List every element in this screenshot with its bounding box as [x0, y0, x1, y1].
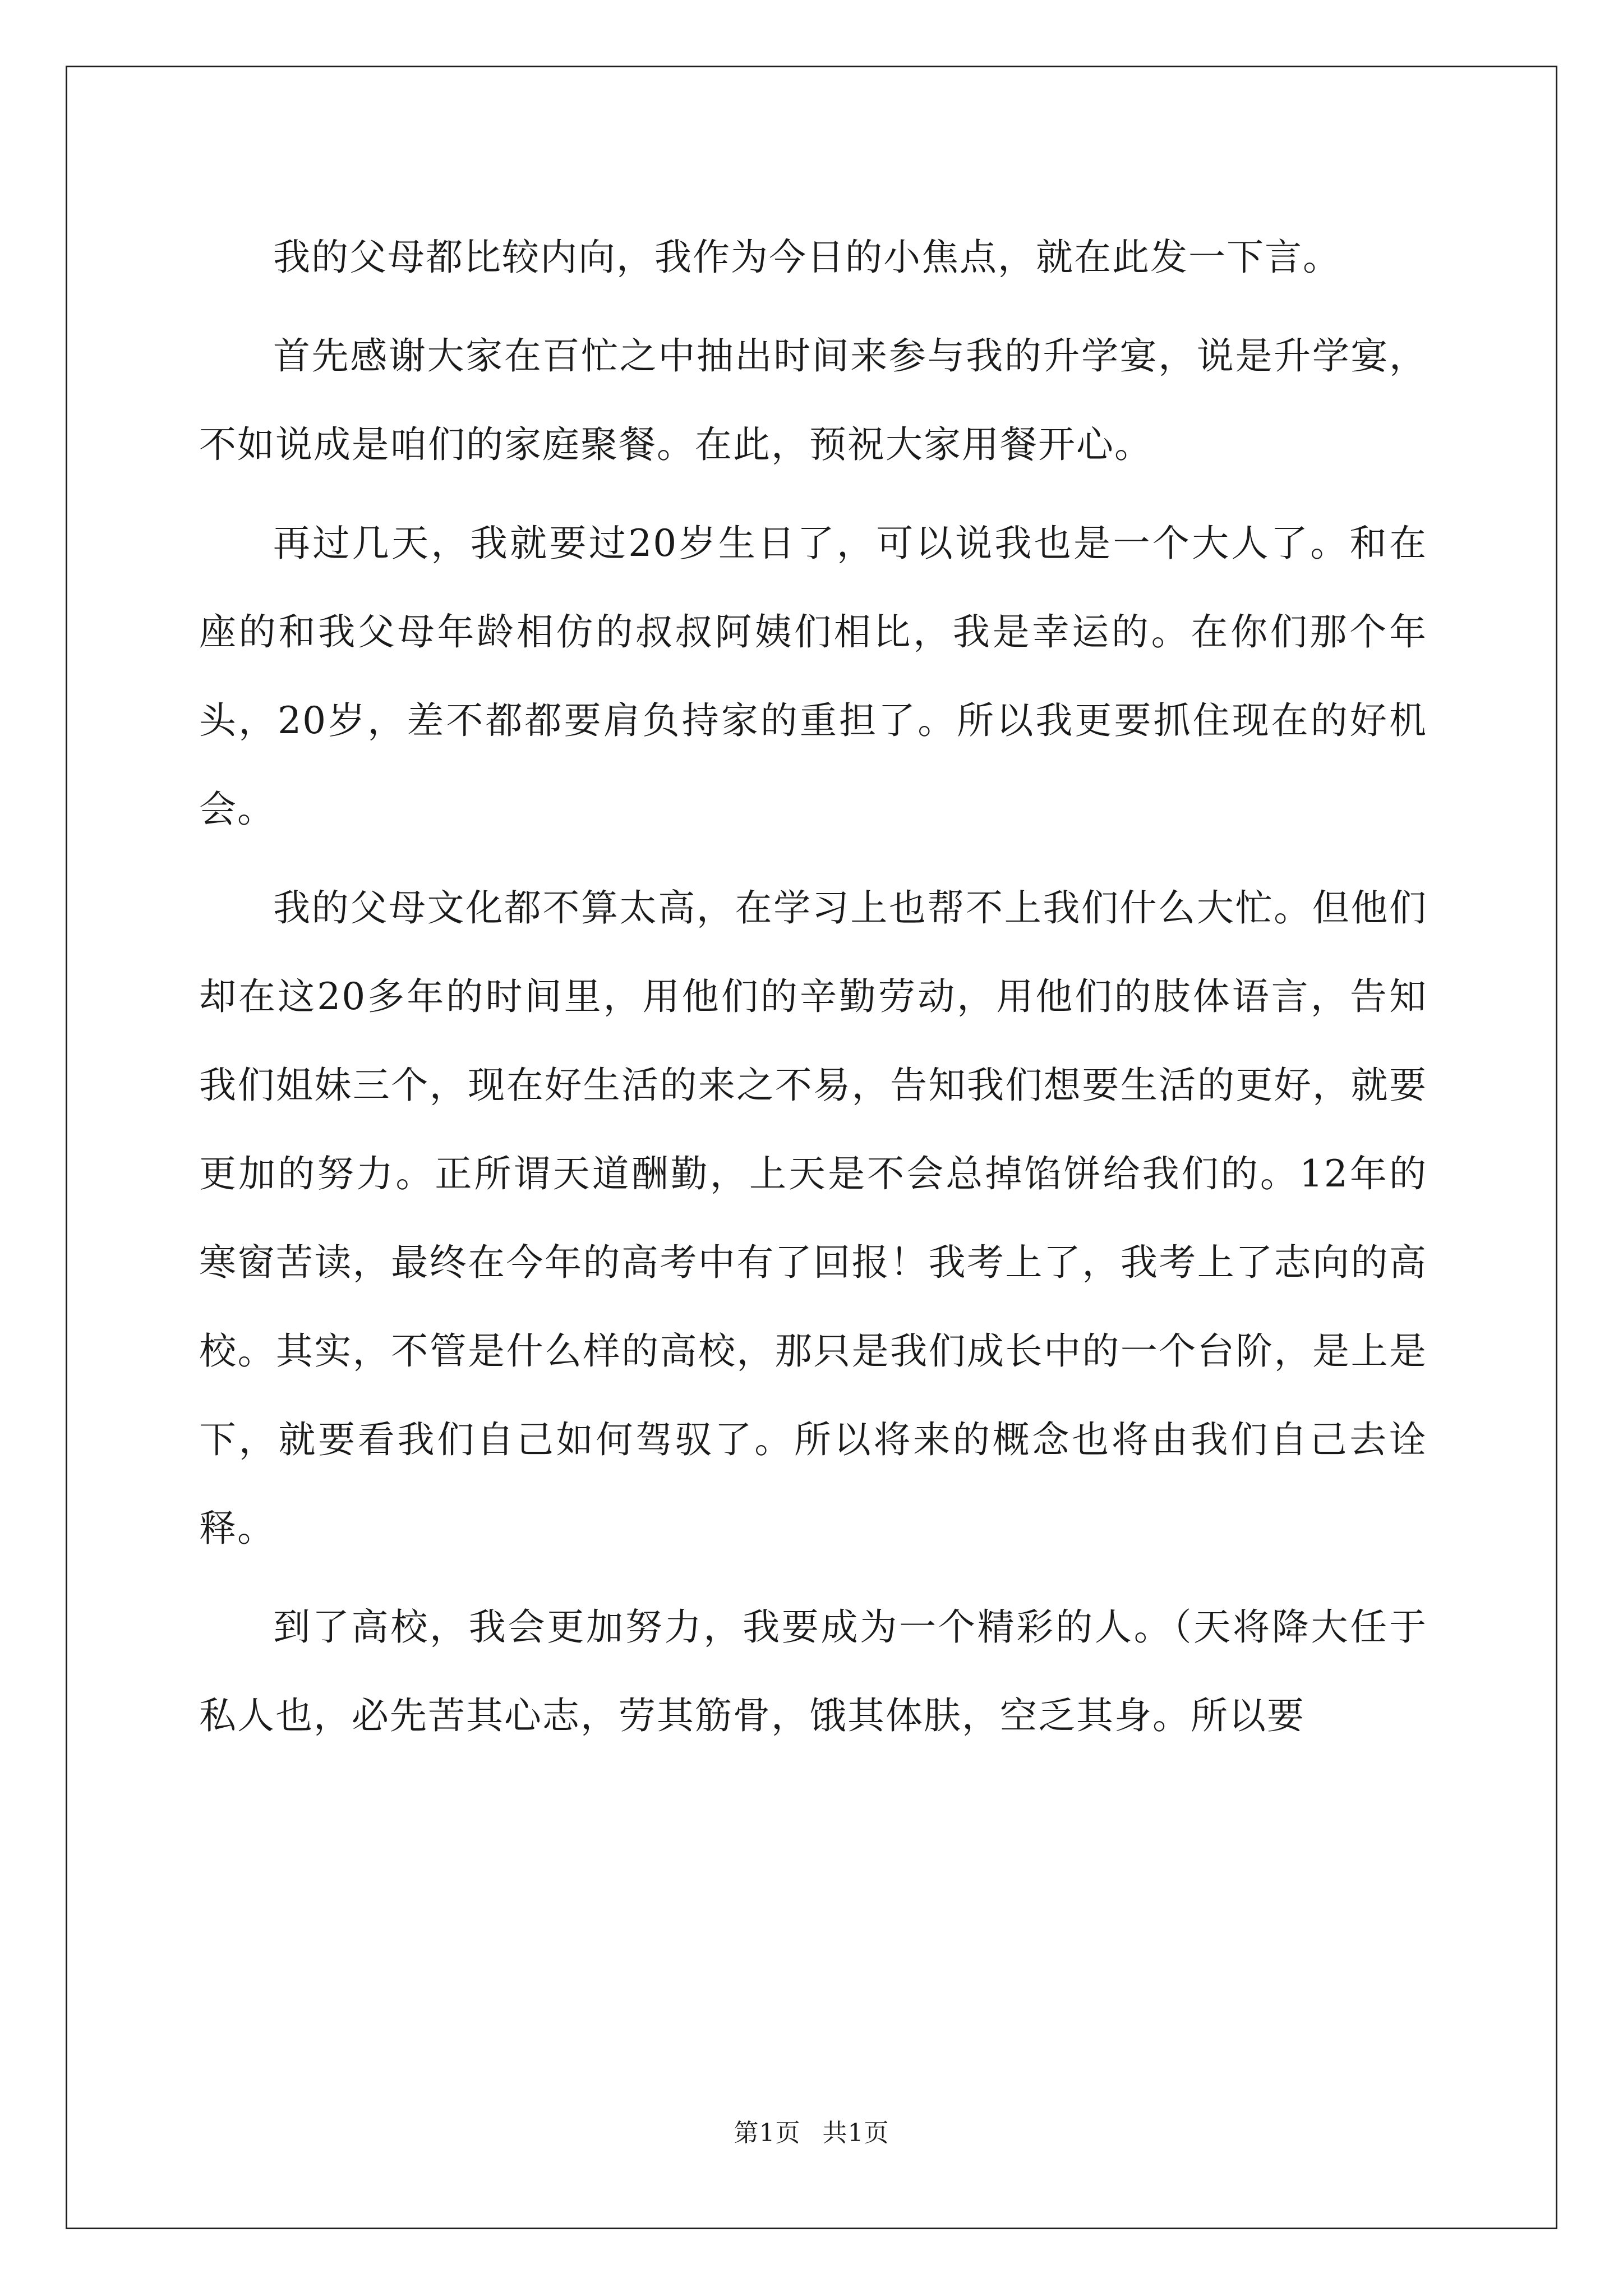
- page-total: 共1页: [822, 2119, 889, 2147]
- page-number: 第1页: [734, 2119, 801, 2147]
- paragraph-1: 我的父母都比较内向，我作为今日的小焦点，就在此发一下言。: [273, 236, 1341, 279]
- page-footer: [0, 2116, 1623, 2150]
- paragraph-2: 首先感谢大家在百忙之中抽出时间来参与我的升学宴，说是升学宴，不如说成是咱们的家庭聚餐。在此，预祝大家用餐开心。: [199, 334, 1427, 466]
- paragraph-3: 再过几天，我就要过20岁生日了，可以说我也是一个大人了。和在座的和我父母年龄相仿的叔叔阿姨们相比，我是幸运的。在你们那个年头，20岁，差不都都要肩负持家的重担了。所以我更要抓住现在的好机会。: [199, 522, 1427, 831]
- paragraph-4: 我的父母文化都不算太高，在学习上也帮不上我们什么大忙。但他们却在这20多年的时间里，用他们的辛勤劳动，用他们的肢体语言，告知我们姐妹三个，现在好生活的来之不易，告知我们想要生活的更好，就要更加的努力。正所谓天道酬勤，上天是不会总掉馅饼给我们的。12年的寒窗苦读，最终在今年的高考中有了回报！我考上了，我考上了志向的高校。其实，不管是什么样的高校，那只是我们成长中的一个台阶，是上是下，就要看我们自己如何驾驭了。所以将来的概念也将由我们自己去诠释。: [199, 886, 1427, 1550]
- document-body: [199, 213, 1427, 1770]
- paragraph-5: 到了高校，我会更加努力，我要成为一个精彩的人。（天将降大任于私人也，必先苦其心志，劳其筋骨，饿其体肤，空乏其身。所以要: [199, 1605, 1427, 1737]
